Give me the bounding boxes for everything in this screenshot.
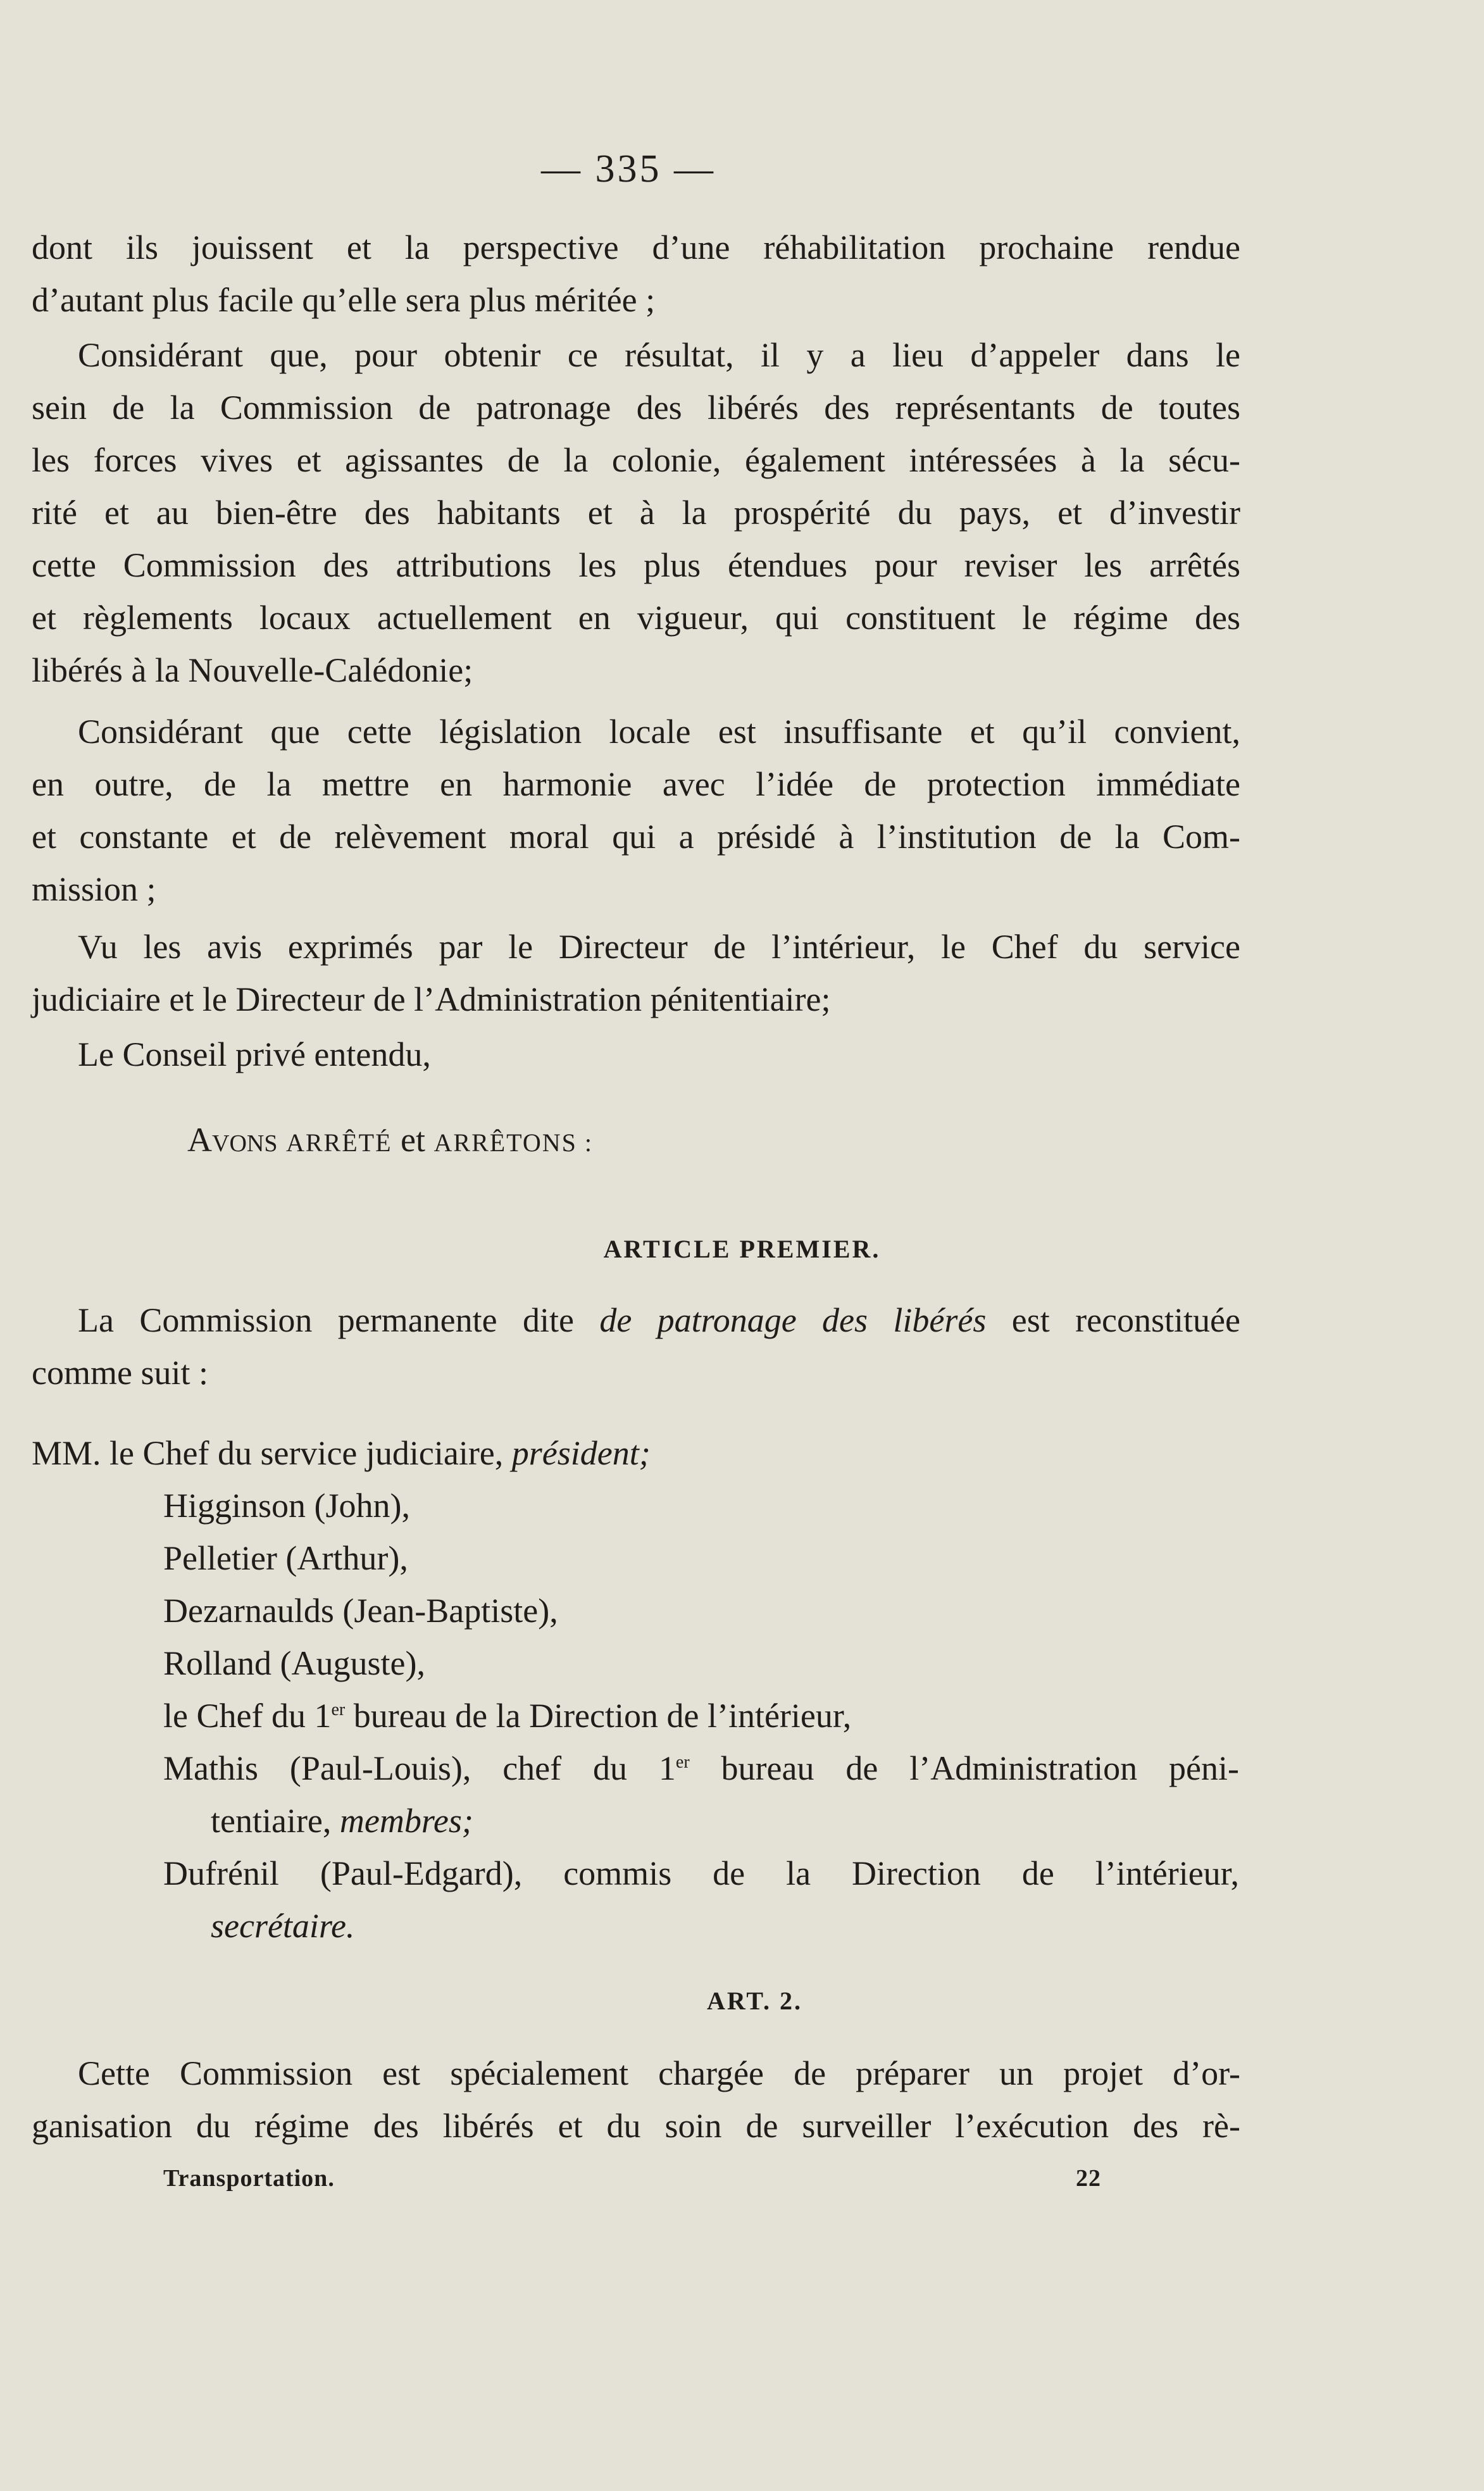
text-line: les forces vives et agissantes de la colonie, également intéressées à la sécu-	[32, 441, 1240, 479]
text-run: bureau de l’Administration péni-	[689, 1749, 1239, 1787]
text-line: ganisation du régime des libérés et du soin de surveiller l’exécution des rè-	[32, 2107, 1240, 2145]
member-line	[76, 1690, 1240, 1742]
text-line: en outre, de la mettre en harmonie avec l’idée de protection immédiate	[32, 765, 1240, 803]
text-line: rité et au bien-être des habitants et à la prospérité du pays, et d’investir	[32, 494, 1240, 532]
paragraph-4	[32, 921, 1240, 1026]
member-line	[76, 1742, 1239, 1795]
decree-arretons: ARRÊTONS :	[433, 1128, 594, 1157]
text-run-italic: de patronage des libérés	[599, 1301, 987, 1339]
article-1-text	[32, 1294, 1240, 1399]
decree-arrete: ARRÊTÉ	[285, 1128, 392, 1157]
text-run: le Chef du 1	[163, 1697, 332, 1735]
text-line: cette Commission des attributions les plus étendues pour reviser les arrêtés	[32, 546, 1240, 584]
text-line: comme suit :	[32, 1354, 208, 1392]
text-line: Cette Commission est spécialement chargée de préparer un projet d’or-	[78, 2054, 1240, 2092]
role-italic: membres;	[339, 1802, 473, 1840]
text-run: tentiaire,	[211, 1802, 332, 1840]
member-line: Dufrénil (Paul-Edgard), commis de la Direction de l’intérieur,	[163, 1854, 1239, 1892]
member-line	[76, 1900, 1240, 1952]
superscript: er	[675, 1752, 690, 1772]
member-line	[32, 1427, 1240, 1480]
role-italic: président;	[511, 1434, 651, 1472]
text-line: Vu les avis exprimés par le Directeur de l’intérieur, le Chef du service	[78, 928, 1240, 966]
text-run: La Commission permanente dite	[78, 1301, 600, 1339]
member-line: Dezarnaulds (Jean-Baptiste),	[163, 1592, 558, 1630]
text-run: Mathis (Paul-Louis), chef du 1	[163, 1749, 676, 1787]
member-line: Rolland (Auguste),	[163, 1644, 425, 1682]
mm-label: MM.	[32, 1434, 101, 1472]
text-line: Considérant que cette législation locale est insuffisante et qu’il convient,	[78, 713, 1240, 751]
paragraph-2	[32, 329, 1240, 697]
role-italic: secrétaire.	[211, 1907, 355, 1945]
footer-signature: Transportation.	[163, 2165, 335, 2192]
article-2-heading: ART. 2.	[706, 1987, 803, 2015]
text-run: est reconstituée	[986, 1301, 1240, 1339]
text-line: Le Conseil privé entendu,	[78, 1035, 431, 1073]
decree-et: et	[401, 1121, 425, 1159]
text-line: dont ils jouissent et la perspective d’une réhabilitation prochaine rendue	[32, 228, 1240, 266]
text-line: Considérant que, pour obtenir ce résultat, il y a lieu d’appeler dans le	[78, 336, 1240, 374]
text-line	[32, 1294, 1240, 1347]
text-line: et règlements locaux actuellement en vigueur, qui constituent le régime des	[32, 599, 1240, 637]
member-line: Pelletier (Arthur),	[163, 1539, 408, 1577]
member-line: Higginson (John),	[163, 1487, 410, 1525]
page-number: — 335 —	[541, 147, 716, 190]
text-run: le Chef du service judiciaire,	[109, 1434, 504, 1472]
decree-formula	[187, 1120, 593, 1159]
decree-avons: Avons	[187, 1121, 278, 1159]
article-2-text	[32, 2047, 1240, 2152]
text-line: et constante et de relèvement moral qui a présidé à l’institution de la Com-	[32, 818, 1240, 856]
text-run: bureau de la Direction de l’intérieur,	[345, 1697, 852, 1735]
text-line: sein de la Commission de patronage des libérés des représentants de toutes	[32, 389, 1240, 427]
member-line	[76, 1795, 1240, 1847]
paragraph-5	[32, 1028, 1240, 1081]
paragraph-1	[32, 222, 1240, 327]
text-line: judiciaire et le Directeur de l’Administration pénitentiaire;	[32, 980, 831, 1018]
text-line: libérés à la Nouvelle-Calédonie;	[32, 651, 473, 689]
text-line: mission ;	[32, 870, 156, 908]
text-line: d’autant plus facile qu’elle sera plus méritée ;	[32, 281, 656, 319]
members-list	[32, 1427, 1240, 1952]
superscript: er	[331, 1700, 346, 1720]
footer-sheet-number: 22	[1076, 2165, 1101, 2192]
paragraph-3	[32, 706, 1240, 916]
article-1-heading: ARTICLE PREMIER.	[603, 1235, 881, 1263]
